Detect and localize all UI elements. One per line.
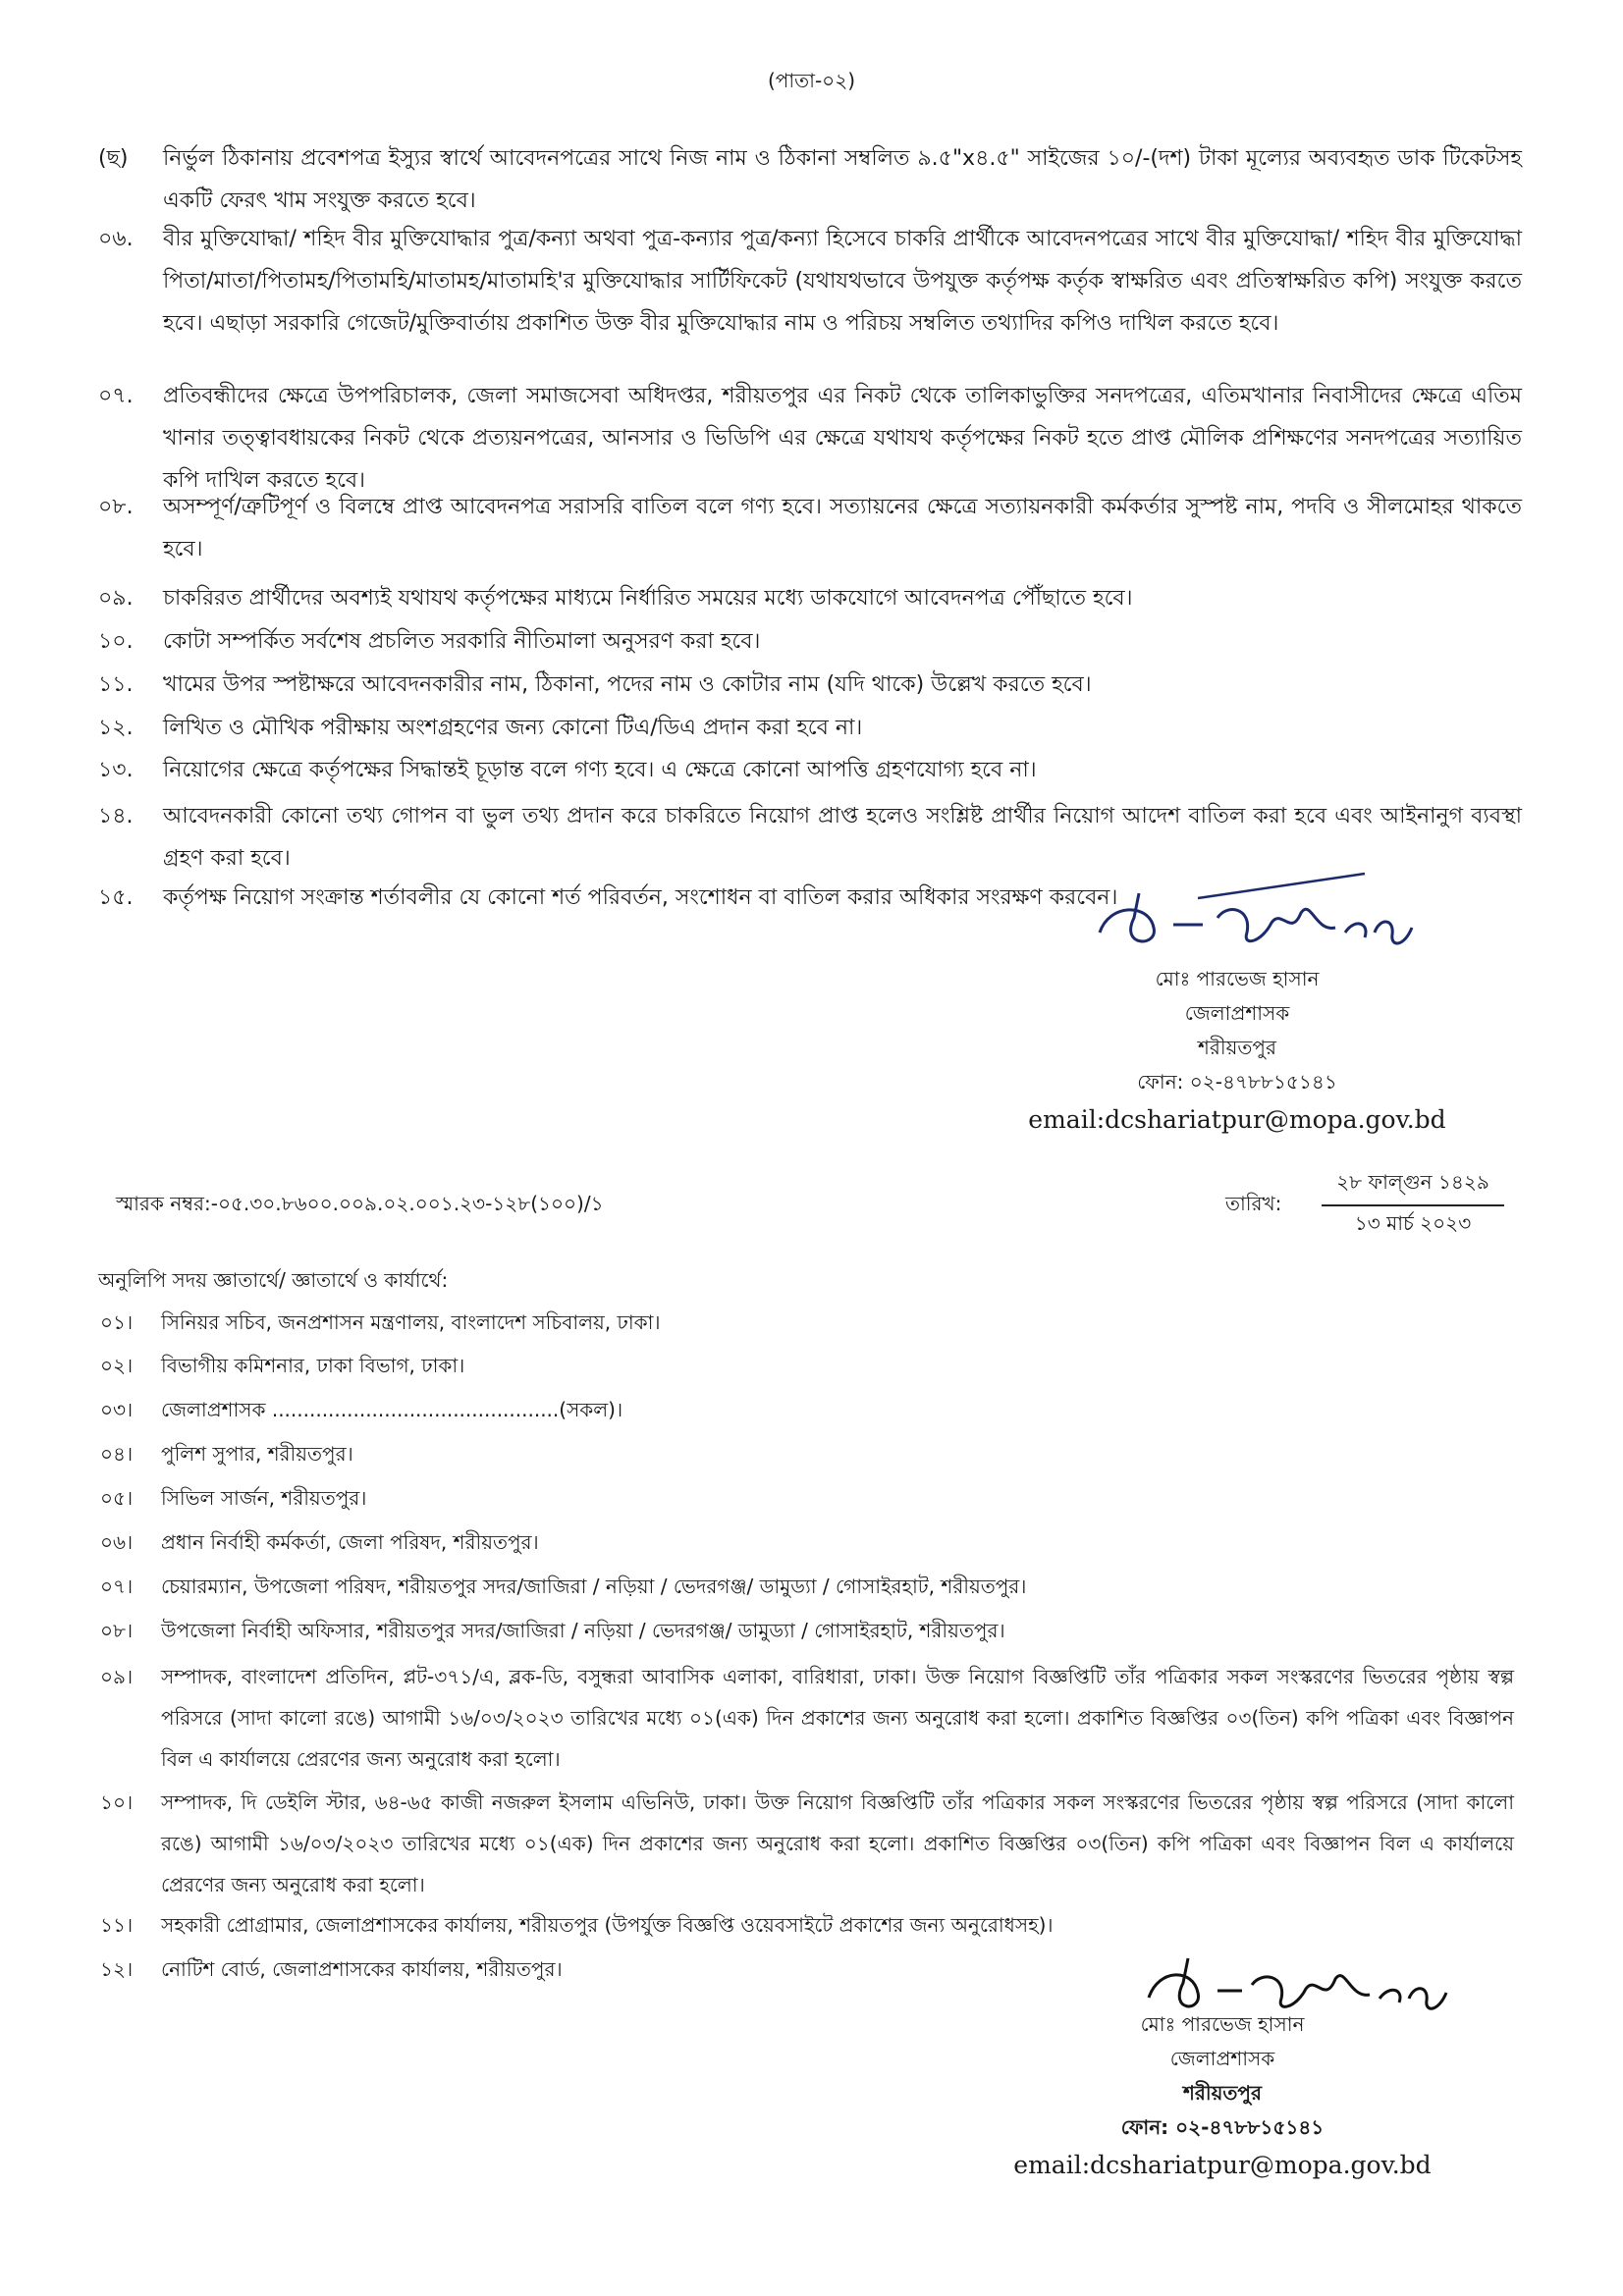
condition-number: ১৩. [98,758,134,782]
condition-number: ০৬. [98,227,134,251]
condition-text: কর্তৃপক্ষ নিয়োগ সংক্রান্ত শর্তাবলীর যে কোনো শর্ত পরিবর্তন, সংশোধন বা বাতিল করার অধিকার সংরক্ষণ করবেন। [163,885,1118,910]
signatory-district: শরীয়তপুর [1198,1036,1276,1059]
condition-item [98,577,1522,619]
cc-number: ১২। [100,1957,134,1981]
date-english: ১৩ মার্চ ২০২৩ [1354,1211,1472,1235]
condition-number: ১২. [98,716,134,740]
cc-item [100,1345,1514,1386]
condition-text: আবেদনকারী কোনো তথ্য গোপন বা ভুল তথ্য প্রদান করে চাকরিতে নিয়োগ প্রাপ্ত হলেও সংশ্লিষ্ট প্রার্থীর নিয়োগ আদেশ বাতিল করা হবে এবং আইনানুগ ব্যবস্থা গ্রহণ করা হবে। [163,804,1522,871]
condition-text: কোটা সম্পর্কিত সর্বশেষ প্রচলিত সরকারি নীতিমালা অনুসরণ করা হবে। [163,629,761,654]
condition-text: বীর মুক্তিযোদ্ধা/ শহিদ বীর মুক্তিযোদ্ধার পুত্র/কন্যা অথবা পুত্র-কন্যার পুত্র/কন্যা হিসেবে চাকরি প্রার্থীকে আবেদনপত্রের সাথে বীর মুক্তিযোদ্ধা/ শহিদ বীর মুক্তিযোদ্ধা পিতা/মাতা/পিতামহ/পিতামহি/মাতামহ/মাতামহি'র মুক্তিযোদ্ধার সার্টিফিকেট (যথাযথভাবে উপযুক্ত কর্তৃপক্ষ কর্তৃক স্বাক্ষরিত এবং প্রতিস্বাক্ষরিত কপি) সংযুক্ত করতে হবে। এছাড়া সরকারি গেজেট/মুক্তিবার্তায় প্রকাশিত উক্ত বীর মুক্তিযোদ্ধার নাম ও পরিচয় সম্বলিত তথ্যাদির কপিও দাখিল করতে হবে। [163,227,1522,336]
condition-text: লিখিত ও মৌখিক পরীক্ষায় অংশগ্রহণের জন্য কোনো টিএ/ডিএ প্রদান করা হবে না। [163,716,863,740]
condition-item [98,707,1522,749]
signatory-phone: ফোন: ০২-৪৭৮৮১৫১৪১ [1120,2115,1325,2139]
condition-item [98,620,1522,663]
signatory-designation: জেলাপ্রশাসক [1169,2047,1275,2070]
signatory-phone: ফোন: ০২-৪৭৮৮১৫১৪১ [1137,1070,1337,1094]
condition-number: ০৯. [98,586,134,611]
cc-item [100,1782,1514,1905]
signatory-email: email:dcshariatpur@mopa.gov.bd [1028,1105,1446,1134]
cc-item [100,1566,1514,1607]
cc-item [100,1610,1514,1651]
cc-number: ০১। [100,1310,134,1334]
date-bangla: ২৮ ফাল্গুন ১৪২৯ [1322,1168,1504,1206]
condition-text: প্রতিবন্ধীদের ক্ষেত্রে উপপরিচালক, জেলা সমাজসেবা অধিদপ্তর, শরীয়তপুর এর নিকট থেকে তালিকাভুক্তির সনদপত্রের, এতিমখানার নিবাসীদের ক্ষেত্রে এতিম খানার তত্ত্বাবধায়কের নিকট থেকে প্রত্যয়নপত্রের, আনসার ও ভিডিপি এর ক্ষেত্রে যথাযথ কর্তৃপক্ষের নিকট হতে প্রাপ্ত মৌলিক প্রশিক্ষণের সনদপত্রের সত্যায়িত কপি দাখিল করতে হবে। [163,384,1522,493]
cc-text: সম্পাদক, দি ডেইলি স্টার, ৬৪-৬৫ কাজী নজরুল ইসলাম এভিনিউ, ঢাকা। উক্ত নিয়োগ বিজ্ঞপ্তিটি তাঁর পত্রিকার সকল সংস্করণের ভিতরের পৃষ্ঠায় স্বল্প পরিসরে (সাদা কালো রঙে) আগামী ১৬/০৩/২০২৩ তারিখের মধ্যে ০১(এক) দিন প্রকাশের জন্য অনুরোধ করা হলো। প্রকাশিত বিজ্ঞপ্তির ০৩(তিন) কপি পত্রিকা এবং বিজ্ঞাপন বিল এ কার্যালয়ে প্রেরণের জন্য অনুরোধ করা হলো। [161,1790,1514,1896]
cc-item [100,1389,1514,1430]
signatory-name: মোঃ পারভেজ হাসান [1155,967,1320,990]
cc-text: নোটিশ বোর্ড, জেলাপ্রশাসকের কার্যালয়, শরীয়তপুর। [161,1957,563,1981]
page-number-label: (পাতা-০২) [767,69,855,92]
cc-number: ০৯। [100,1665,134,1688]
condition-number: ১০. [98,629,134,654]
condition-text: চাকরিরত প্রার্থীদের অবশ্যই যথাযথ কর্তৃপক্ষের মাধ্যমে নির্ধারিত সময়ের মধ্যে ডাকযোগে আবেদনপত্র পৌঁছাতে হবে। [163,586,1133,611]
cc-number: ১১। [100,1913,134,1937]
condition-text: নির্ভুল ঠিকানায় প্রবেশপত্র ইস্যুর স্বার্থে আবেদনপত্রের সাথে নিজ নাম ও ঠিকানা সম্বলিত ৯.৫"x৪.৫" সাইজের ১০/-(দশ) টাকা মূল্যের অব্যবহৃত ডাক টিকেটসহ একটি ফেরৎ খাম সংযুক্ত করতে হবে। [163,146,1522,213]
date-label: তারিখ: [1225,1192,1282,1215]
cc-text: পুলিশ সুপার, শরীয়তপুর। [161,1442,353,1466]
cc-item [100,1302,1514,1343]
cc-item [100,1477,1514,1519]
cc-text: প্রধান নির্বাহী কর্মকর্তা, জেলা পরিষদ, শরীয়তপুর। [161,1530,539,1554]
cc-number: ০৫। [100,1486,134,1510]
condition-item [98,486,1522,570]
cc-item [100,1522,1514,1563]
condition-item [98,375,1522,502]
cc-item [100,1433,1514,1474]
signatory-email: email:dcshariatpur@mopa.gov.bd [1013,2151,1432,2179]
cc-number: ০৩। [100,1398,134,1421]
cc-text: সিভিল সার্জন, শরীয়তপুর। [161,1486,367,1510]
condition-item [98,137,1522,222]
cc-number: ০৮। [100,1619,134,1642]
signature-block-1 [1026,962,1448,1141]
signature-block-2 [1011,2007,1434,2186]
handwritten-signature-1 [1080,864,1434,962]
cc-text: সহকারী প্রোগ্রামার, জেলাপ্রশাসকের কার্যালয়, শরীয়তপুর (উপর্যুক্ত বিজ্ঞপ্তি ওয়েবসাইটে প্রকাশের জন্য অনুরোধসহ)। [161,1913,1054,1937]
cc-text: বিভাগীয় কমিশনার, ঢাকা বিভাগ, ঢাকা। [161,1354,465,1377]
cc-number: ০৬। [100,1530,134,1554]
cc-text: জেলাপ্রশাসক ..............................................(সকল)। [161,1398,623,1421]
cc-text: উপজেলা নির্বাহী অফিসার, শরীয়তপুর সদর/জাজিরা / নড়িয়া / ভেদরগঞ্জ/ ডামুড্যা / গোসাইরহাট, শরীয়তপুর। [161,1619,1005,1642]
cc-title: অনুলিপি সদয় জ্ঞাতার্থে/ জ্ঞাতার্থে ও কার্যার্থে: [98,1268,449,1292]
signatory-district: শরীয়তপুর [1183,2081,1262,2105]
condition-item [98,218,1522,345]
cc-number: ১০। [100,1790,134,1814]
condition-number: ০৮. [98,495,134,519]
condition-number: (ছ) [98,146,129,171]
condition-text: নিয়োগের ক্ষেত্রে কর্তৃপক্ষের সিদ্ধান্তই চূড়ান্ত বলে গণ্য হবে। এ ক্ষেত্রে কোনো আপত্তি গ্রহণযোগ্য হবে না। [163,758,1037,782]
memo-number: স্মারক নম্বর:-০৫.৩০.৮৬০০.০০৯.০২.০০১.২৩-১২৮(১০০)/১ [116,1192,604,1215]
condition-text: অসম্পূর্ণ/ত্রুটিপূর্ণ ও বিলম্বে প্রাপ্ত আবেদনপত্র সরাসরি বাতিল বলে গণ্য হবে। সত্যায়নের ক্ষেত্রে সত্যায়নকারী কর্মকর্তার সুস্পষ্ট নাম, পদবি ও সীলমোহর থাকতে হবে। [163,495,1522,561]
cc-number: ০২। [100,1354,134,1377]
cc-number: ০৪। [100,1442,134,1466]
condition-number: ১১. [98,672,134,697]
condition-number: ১৪. [98,804,134,828]
cc-number: ০৭। [100,1575,134,1598]
cc-text: সম্পাদক, বাংলাদেশ প্রতিদিন, প্লট-৩৭১/এ, ব্লক-ডি, বসুন্ধরা আবাসিক এলাকা, বারিধারা, ঢাকা। উক্ত নিয়োগ বিজ্ঞপ্তিটি তাঁর পত্রিকার সকল সংস্করণের ভিতরের পৃষ্ঠায় স্বল্প পরিসরে (সাদা কালো রঙে) আগামী ১৬/০৩/২০২৩ তারিখের মধ্যে ০১(এক) দিন প্রকাশের জন্য অনুরোধ করা হলো। প্রকাশিত বিজ্ঞপ্তির ০৩(তিন) কপি পত্রিকা এবং বিজ্ঞাপন বিল এ কার্যালয়ে প্রেরণের জন্য অনুরোধ করা হলো। [161,1665,1514,1771]
signatory-name: মোঃ পারভেজ হাসান [1140,2012,1305,2036]
condition-text: খামের উপর স্পষ্টাক্ষরে আবেদনকারীর নাম, ঠিকানা, পদের নাম ও কোটার নাম (যদি থাকে) উল্লেখ করতে হবে। [163,672,1092,697]
condition-item [98,664,1522,706]
signatory-designation: জেলাপ্রশাসক [1184,1001,1290,1025]
cc-item [100,1656,1514,1780]
cc-text: চেয়ারম্যান, উপজেলা পরিষদ, শরীয়তপুর সদর/জাজিরা / নড়িয়া / ভেদরগঞ্জ/ ডামুড্যা / গোসাইরহাট, শরীয়তপুর। [161,1575,1027,1598]
cc-text: সিনিয়র সচিব, জনপ্রশাসন মন্ত্রণালয়, বাংলাদেশ সচিবালয়, ঢাকা। [161,1310,661,1334]
condition-number: ০৭. [98,384,134,408]
condition-item [98,749,1522,791]
condition-number: ১৫. [98,885,134,910]
